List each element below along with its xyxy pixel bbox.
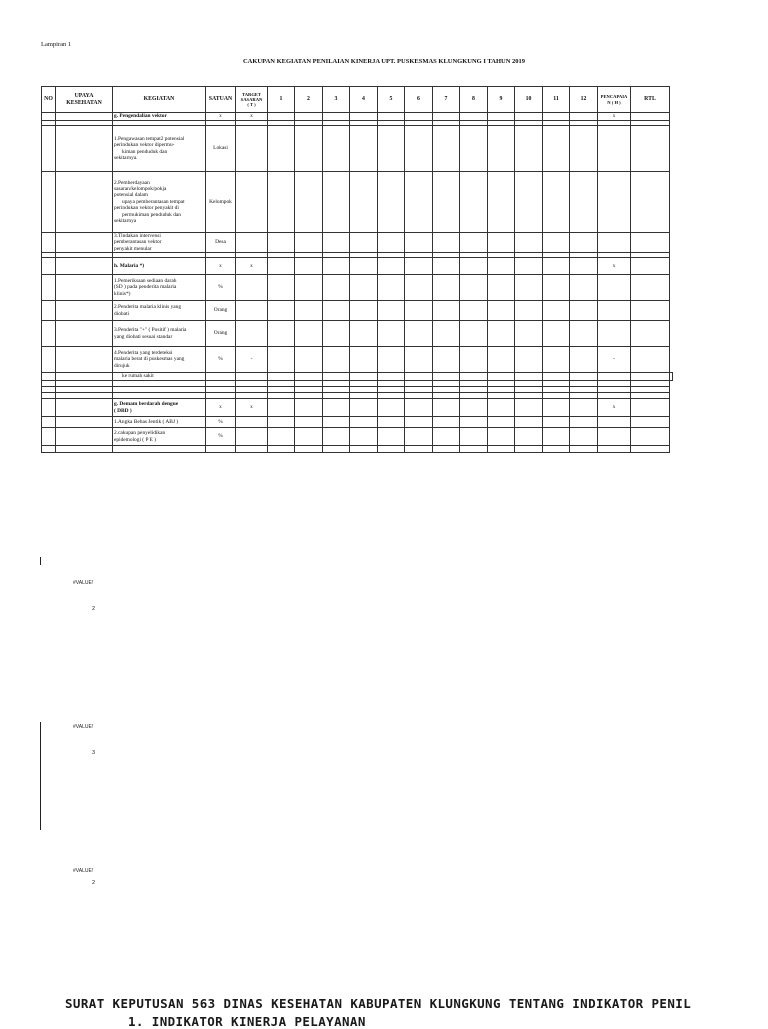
table-row: 3.Tindakan intervensi pemberantasan vektor penyakit menular Desa: [42, 233, 673, 253]
col-satuan: SATUAN: [206, 87, 236, 113]
table-row: 2.Penderita malaria klinis yang diobati Orang: [42, 301, 673, 321]
row-vektor-kegiatan: g. Pengendalian vektor: [113, 113, 206, 121]
row-malaria-2-kegiatan: 2.Penderita malaria klinis yang diobati: [113, 301, 206, 321]
col-month-11: 11: [543, 87, 570, 113]
col-month-5: 5: [378, 87, 405, 113]
col-month-6: 6: [405, 87, 433, 113]
col-month-1: 1: [268, 87, 295, 113]
col-month-2: 2: [295, 87, 323, 113]
row-malaria-4-kegiatan: 4.Penderita yang terdeteksi malaria berat di puskesmas yang dirujuk: [113, 347, 206, 373]
lampiran-label: Lampiran 1: [41, 41, 72, 48]
value-error-2: #VALUE!: [73, 724, 94, 730]
table-row: 2.cakupan penyelidikan epidemologi ( P E ) %: [42, 428, 673, 446]
row-dbd-1-kegiatan: 1.Angka Bebas Jentik ( ABJ ): [113, 417, 206, 428]
table-row: 2.Pemberdayaan sasaran/kelompok/pokja potensial dalam upaya pemberantasan tempat perindukan vektor penyakit di permukiman penduduk dan sekitarnya Kelompok: [42, 172, 673, 233]
table-row: 4.Penderita yang terdeteksi malaria berat di puskesmas yang dirujuk % - -: [42, 347, 673, 373]
row-malaria-1-kegiatan: 1.Pemeriksaan sediaan darah (SD ) pada penderita malaria klinis*): [113, 275, 206, 301]
col-kegiatan: KEGIATAN: [113, 87, 206, 113]
col-month-3: 3: [323, 87, 350, 113]
row-vektor-2-kegiatan: 2.Pemberdayaan sasaran/kelompok/pokja potensial dalam upaya pemberantasan tempat perindukan vektor penyakit di permukiman penduduk dan sekitarnya: [113, 172, 206, 233]
col-month-7: 7: [433, 87, 460, 113]
table-row: h. Malaria *) x x x: [42, 258, 673, 275]
row-vektor-3-kegiatan: 3.Tindakan intervensi pemberantasan vektor penyakit menular: [113, 233, 206, 253]
col-rtl: RTL: [631, 87, 670, 113]
col-upaya: UPAYA KESEHATAN: [56, 87, 113, 113]
performance-table: [41, 86, 673, 453]
cell-border-mark: [40, 557, 41, 565]
col-month-12: 12: [570, 87, 598, 113]
row-dbd-kegiatan: g. Demam berdarah dengue ( DBD ): [113, 399, 206, 417]
col-month-4: 4: [350, 87, 378, 113]
value-error-3: #VALUE!: [73, 868, 94, 874]
row-malaria-kegiatan: h. Malaria *): [113, 258, 206, 275]
col-month-10: 10: [515, 87, 543, 113]
table-row: 1.Pengawasan tempat2 potensial perindukan vektor dipermu- kiman penduduk dan sekitarnya. Lokasi: [42, 126, 673, 172]
table-row: [42, 446, 673, 453]
col-pencapaian: PENCAPAIA N ( H ): [598, 87, 631, 113]
value-number-1: 2: [92, 606, 96, 612]
table-row: 1.Angka Bebas Jentik ( ABJ ) %: [42, 417, 673, 428]
footer-heading: SURAT KEPUTUSAN 563 DINAS KESEHATAN KABUPATEN KLUNGKUNG TENTANG INDIKATOR PENIL: [65, 996, 692, 1011]
footer-subheading: 1. INDIKATOR KINERJA PELAYANAN: [128, 1014, 366, 1029]
col-month-8: 8: [460, 87, 488, 113]
col-no: NO: [42, 87, 56, 113]
row-malaria-3-kegiatan: 3.Penderita "+" ( Positif ) malaria yang diobati sesuai standar: [113, 321, 206, 347]
value-error-1: #VALUE!: [73, 580, 94, 586]
header-row: [42, 87, 673, 113]
table-row: 1.Pemeriksaan sediaan darah (SD ) pada penderita malaria klinis*) %: [42, 275, 673, 301]
table-row: 3.Penderita "+" ( Positif ) malaria yang diobati sesuai standar Orang: [42, 321, 673, 347]
value-number-2: 3: [92, 750, 96, 756]
col-month-9: 9: [488, 87, 515, 113]
value-number-3: 2: [92, 880, 96, 886]
table-row: g. Pengendalian vektor x x x: [42, 113, 673, 121]
document-title: CAKUPAN KEGIATAN PENILAIAN KINERJA UPT. PUSKESMAS KLUNGKUNG I TAHUN 2019: [242, 58, 526, 65]
table-row: g. Demam berdarah dengue ( DBD ) x x x: [42, 399, 673, 417]
table-row: ke rumah sakit: [42, 373, 673, 381]
row-dbd-2-kegiatan: 2.cakupan penyelidikan epidemologi ( P E ): [113, 428, 206, 446]
row-vektor-1-kegiatan: 1.Pengawasan tempat2 potensial perindukan vektor dipermu- kiman penduduk dan sekitarnya.: [113, 126, 206, 172]
col-target: TARGET SASARAN ( T ): [236, 87, 268, 113]
cell-border-line: [40, 722, 41, 830]
